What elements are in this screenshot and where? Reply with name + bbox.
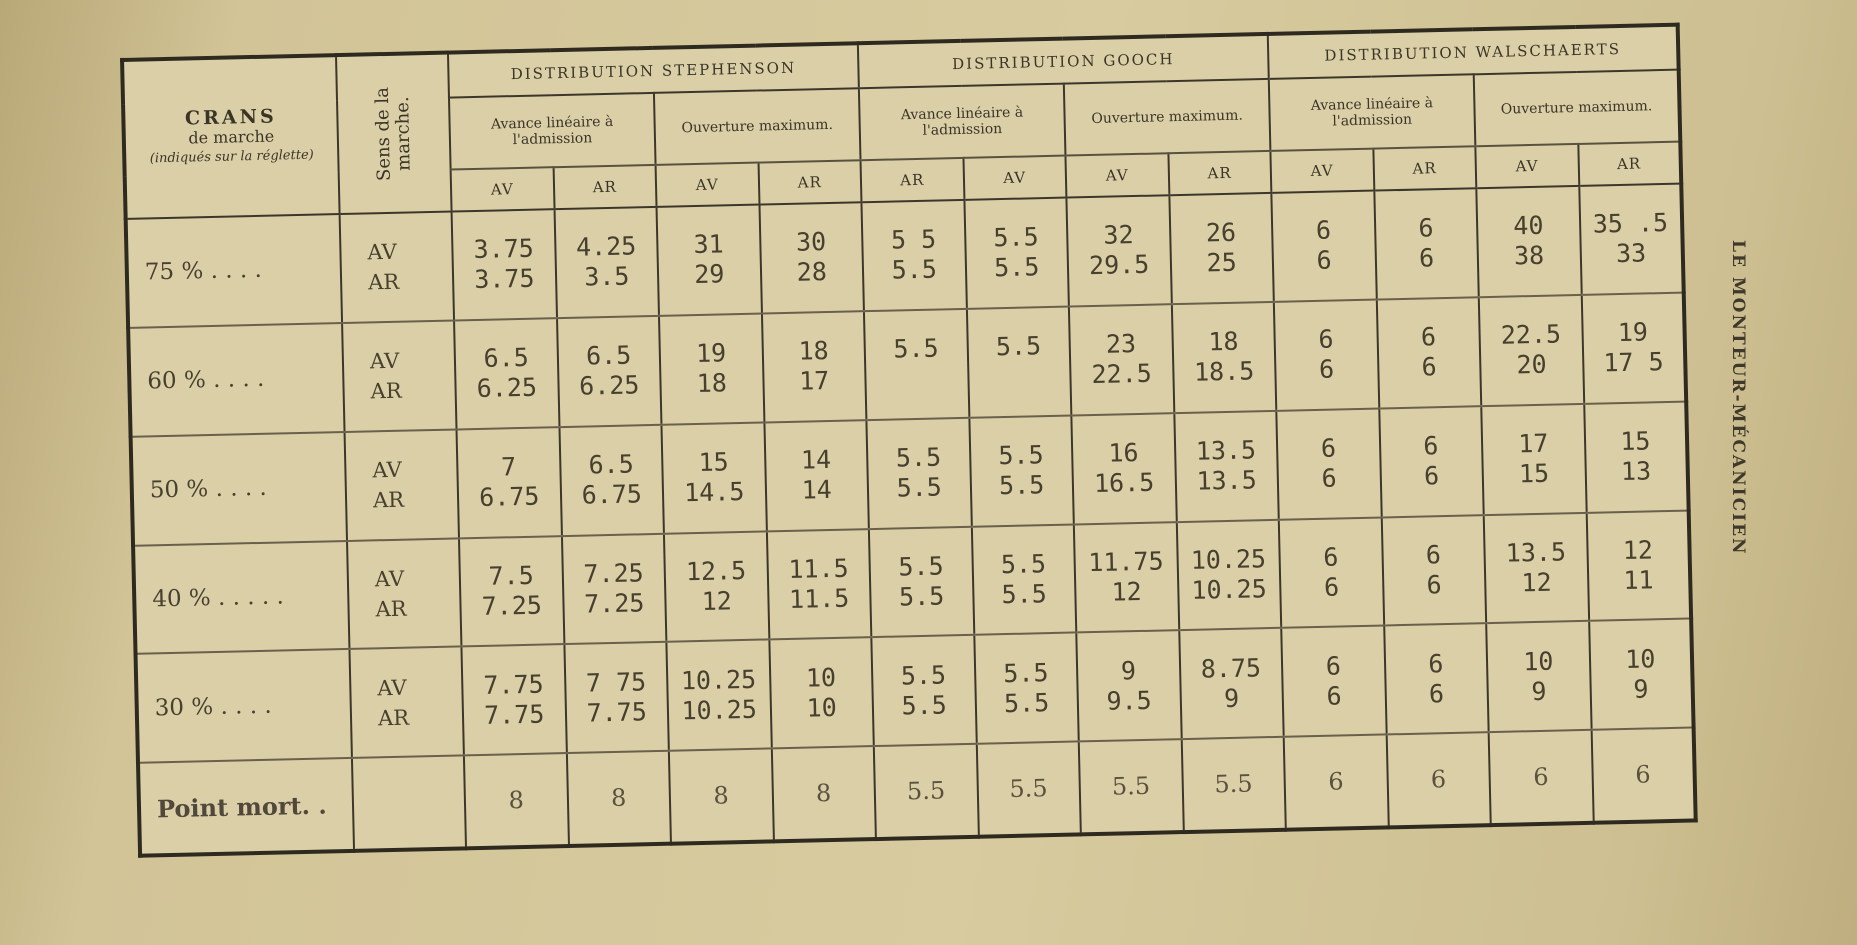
notch-cell: 30 % . . . . — [136, 649, 352, 763]
direction-label: AV — [372, 457, 402, 483]
value: 9 — [1633, 674, 1649, 704]
value: 5.5 — [898, 581, 945, 612]
value-cell — [964, 198, 1069, 309]
value-cell — [769, 637, 874, 748]
header-dir: AV — [451, 167, 554, 211]
value: 11.75 — [1087, 546, 1164, 578]
header-sub-lead: Avance linéaire à l'admission — [859, 84, 1066, 161]
value-cell — [1476, 186, 1581, 297]
value-cell — [559, 424, 664, 535]
value: 19 — [1617, 317, 1649, 348]
value: 22.5 — [1500, 319, 1562, 351]
value: 5.5 — [1000, 549, 1047, 580]
value: 14.5 — [683, 477, 745, 508]
value-cell — [1479, 295, 1584, 406]
header-dir: AV — [1270, 149, 1373, 193]
value: 17 — [798, 366, 830, 396]
value-cell — [1171, 302, 1276, 413]
value-cell — [557, 316, 662, 427]
header-sub-opening: Ouverture maximum. — [1064, 79, 1271, 156]
value: 5.5 — [998, 440, 1044, 471]
value-cell — [1179, 628, 1284, 739]
value: 40 — [1513, 211, 1544, 241]
value: 5 5 — [890, 224, 937, 255]
value-cell — [1276, 408, 1381, 519]
value: 3.75 — [473, 234, 535, 265]
value-cell — [452, 209, 557, 320]
value: 6.25 — [476, 372, 538, 404]
value-cell — [1584, 401, 1689, 512]
value-cell — [1169, 193, 1274, 304]
value: 5.5 — [1001, 579, 1048, 610]
value: 10 — [806, 692, 838, 723]
header-dir: AV — [1475, 144, 1578, 188]
value-cell — [1379, 406, 1484, 517]
value: 29.5 — [1088, 250, 1150, 281]
value-cell — [457, 427, 562, 538]
value-cell — [871, 635, 976, 746]
value-cell — [766, 529, 871, 640]
value-cell — [866, 418, 971, 529]
value: 6 — [1421, 352, 1437, 382]
value: 11.5 — [788, 553, 849, 584]
value: 6 — [1321, 463, 1337, 493]
value: 18 — [798, 336, 829, 366]
value: 7.25 — [481, 590, 543, 621]
direction-label: AR — [375, 596, 407, 622]
value-cell — [764, 420, 869, 531]
table-wrapper — [120, 23, 1698, 858]
header-group-gooch: DISTRIBUTION GOOCH — [858, 34, 1269, 88]
value-cell — [1071, 413, 1176, 524]
value-cell — [1384, 624, 1489, 735]
header-dir: AR — [1168, 151, 1271, 195]
header-dir: AV — [656, 163, 759, 207]
value-cell — [1579, 184, 1684, 295]
value: 5.5 — [1003, 657, 1049, 688]
dead-center-label: Point mort. . — [138, 758, 354, 856]
header-notch-note: (indiqués sur la réglette) — [149, 147, 314, 167]
header-sub-opening: Ouverture maximum. — [1474, 70, 1681, 147]
value: 7.25 — [583, 558, 645, 589]
value: 19 — [695, 338, 727, 369]
value-cell — [657, 205, 762, 316]
direction-label: AR — [372, 487, 405, 513]
header-sub-lead: Avance linéaire à l'admission — [449, 93, 656, 170]
value: 10.25 — [681, 694, 758, 726]
direction-cell — [347, 538, 461, 649]
value: 5.5 — [998, 470, 1045, 501]
value: 16 — [1108, 438, 1139, 468]
header-dir: AR — [861, 158, 964, 202]
value: 5.5 — [893, 333, 939, 364]
value-cell — [664, 531, 769, 642]
value-cell — [1066, 195, 1171, 306]
header-direction — [336, 53, 452, 215]
value-cell — [1484, 512, 1589, 623]
dead-center-value: 5.5 — [1181, 737, 1286, 832]
value-cell — [1374, 188, 1479, 299]
dead-center-value: 5.5 — [1079, 739, 1184, 834]
table-body — [126, 184, 1696, 856]
notch-cell: 40 % . . . . . — [133, 541, 349, 655]
value: 6 — [1426, 570, 1442, 600]
header-sub-opening: Ouverture maximum. — [654, 88, 861, 165]
direction-label: AR — [367, 270, 400, 295]
value: 26 — [1205, 218, 1237, 248]
direction-cell — [342, 320, 456, 431]
value: 13.5 — [1196, 465, 1258, 496]
valve-gear-table — [120, 23, 1698, 858]
value: 10 — [1624, 644, 1656, 674]
value: 13.5 — [1505, 537, 1567, 568]
value-cell — [659, 313, 764, 424]
value-cell — [1279, 517, 1384, 628]
value: 10 — [1522, 646, 1554, 677]
value: 10.25 — [1190, 544, 1267, 575]
value: 6 — [1423, 461, 1440, 491]
value-cell — [966, 306, 1071, 417]
value: 6 — [1315, 215, 1332, 246]
direction-cell — [345, 429, 459, 540]
value-cell — [869, 526, 974, 637]
value: 13.5 — [1195, 435, 1257, 466]
header-direction-label: Sens de la marche. — [371, 86, 415, 182]
value: 6 — [1425, 540, 1442, 570]
header-notch-line2: de marche — [188, 126, 275, 148]
value-cell — [1076, 631, 1181, 742]
header-group-stephenson: DISTRIBUTION STEPHENSON — [448, 43, 859, 97]
value-cell — [1274, 299, 1379, 410]
dead-center-value: 5.5 — [874, 744, 979, 839]
value: 38 — [1513, 241, 1545, 271]
value: 6 — [1325, 651, 1342, 681]
value: 6 — [1428, 678, 1445, 709]
dead-center-value: 8 — [566, 751, 671, 846]
value: 16.5 — [1093, 467, 1155, 499]
value: 30 — [795, 227, 827, 258]
value: 7.5 — [488, 560, 534, 591]
value: 9 — [1531, 676, 1547, 706]
dead-center-value: 8 — [464, 753, 569, 848]
value-cell — [1174, 411, 1279, 522]
value: 14 — [800, 445, 832, 475]
value: 12 — [1521, 567, 1552, 598]
value: 3.5 — [583, 261, 630, 292]
value: 25 — [1206, 248, 1238, 278]
value: 6 — [1318, 354, 1335, 385]
value: 6 — [1427, 648, 1444, 679]
value: 13 — [1620, 456, 1652, 487]
value: 7.75 — [483, 699, 545, 730]
direction-label: AV — [377, 675, 407, 701]
direction-label: AV — [367, 240, 398, 265]
value: 15 — [1518, 458, 1550, 489]
direction-cell — [349, 647, 463, 758]
value-cell — [1589, 619, 1694, 730]
value: 12 — [1111, 576, 1142, 607]
value-cell — [1486, 621, 1591, 732]
value: 6 — [1323, 572, 1340, 602]
value: 20 — [1516, 349, 1547, 380]
value: 7 — [500, 452, 517, 482]
value: 6 — [1423, 431, 1439, 461]
header-group-walschaerts: DISTRIBUTION WALSCHAERTS — [1268, 25, 1679, 79]
value: 6 — [1420, 322, 1437, 352]
value: 6.75 — [581, 479, 643, 510]
value: 11.5 — [788, 583, 850, 614]
value: 7 75 — [585, 667, 647, 698]
header-dir: AV — [963, 156, 1066, 200]
value: 7.75 — [586, 697, 648, 728]
dead-center-value: 6 — [1591, 728, 1696, 823]
value: 6.25 — [578, 370, 640, 401]
value: 35 .5 — [1592, 208, 1669, 240]
value: 8.75 — [1200, 653, 1262, 684]
value: 18 — [696, 368, 728, 399]
direction-label: AV — [369, 349, 400, 374]
value: 18.5 — [1193, 356, 1255, 387]
value-cell — [861, 200, 966, 311]
value: 14 — [801, 475, 833, 505]
value-cell — [969, 415, 1074, 526]
notch-cell: 75 % . . . . — [126, 214, 342, 328]
direction-label: AV — [374, 566, 405, 592]
value: 6 — [1316, 245, 1333, 276]
value: 32 — [1103, 220, 1134, 251]
value: 5.5 — [900, 660, 947, 691]
value: 6.5 — [588, 449, 635, 480]
value-cell — [1074, 522, 1179, 633]
value: 5.5 — [993, 252, 1040, 283]
value: 5.5 — [993, 222, 1039, 253]
value: 9.5 — [1106, 685, 1152, 716]
value: 29 — [693, 259, 725, 290]
value-cell — [864, 309, 969, 420]
value-cell — [454, 318, 559, 429]
dead-center-value: 6 — [1386, 732, 1491, 827]
value: 6 — [1320, 433, 1337, 463]
value-cell — [974, 633, 1079, 744]
header-notch — [122, 55, 340, 219]
header-notch-title: CRANS — [184, 105, 277, 130]
header-dir: AR — [758, 160, 861, 204]
value: 5.5 — [891, 254, 938, 285]
value: 12 — [1622, 535, 1654, 565]
value: 5.5 — [1003, 687, 1050, 718]
value-cell — [761, 311, 866, 422]
value-cell — [564, 642, 669, 753]
value-cell — [1581, 292, 1686, 403]
value-cell — [661, 422, 766, 533]
value: 6 — [1318, 324, 1334, 355]
value-cell — [459, 536, 564, 647]
value-cell — [1381, 515, 1486, 626]
header-dir: AR — [1373, 146, 1476, 190]
value: 5.5 — [895, 442, 942, 473]
direction-label: AR — [370, 378, 402, 404]
value: 6.5 — [483, 343, 530, 374]
value: 11 — [1623, 565, 1654, 595]
dead-center-value: 8 — [771, 746, 876, 841]
notch-cell: 60 % . . . . — [128, 323, 344, 437]
value: 6 — [1323, 542, 1339, 572]
value: 10.25 — [1191, 574, 1268, 605]
header-dir: AR — [1578, 142, 1681, 186]
value: 9 — [1223, 683, 1240, 713]
value: 6.75 — [478, 481, 540, 513]
dead-center-value: 5.5 — [976, 742, 1081, 837]
value: 5.5 — [995, 331, 1042, 362]
value: 31 — [693, 229, 725, 260]
value: 5.5 — [898, 551, 944, 582]
value: 10 — [805, 662, 837, 693]
value: 15 — [698, 447, 729, 478]
value: 6 — [1418, 243, 1435, 273]
empty-direction-cell — [352, 756, 466, 851]
value: 5.5 — [901, 690, 948, 721]
value-cell — [561, 533, 666, 644]
value: 6 — [1418, 213, 1434, 244]
running-title: LE MONTEUR-MÉCANICIEN — [1728, 240, 1748, 556]
value: 22.5 — [1091, 358, 1153, 390]
header-sub-lead: Avance linéaire à l'admission — [1269, 74, 1476, 151]
value — [866, 363, 967, 395]
value: 5.5 — [896, 472, 943, 503]
value-cell — [1281, 626, 1386, 737]
value: 7.75 — [483, 669, 544, 700]
value-cell — [759, 202, 864, 313]
value-cell — [554, 207, 659, 318]
dead-center-value: 6 — [1489, 730, 1594, 825]
value: 18 — [1208, 326, 1239, 357]
value: 7.25 — [583, 588, 645, 619]
header-dir: AR — [553, 165, 656, 209]
value: 4.25 — [575, 231, 637, 263]
value: 17 — [1517, 428, 1549, 459]
value: 6 — [1326, 681, 1342, 711]
dead-center-value: 6 — [1284, 735, 1389, 830]
value-cell — [971, 524, 1076, 635]
value: 23 — [1105, 329, 1137, 359]
value: 15 — [1619, 426, 1651, 457]
value: 6.5 — [585, 340, 632, 371]
value — [969, 361, 1070, 393]
value: 12 — [701, 586, 733, 616]
header-dir: AV — [1065, 153, 1168, 197]
value: 28 — [796, 257, 828, 288]
direction-cell — [340, 212, 454, 323]
value-cell — [1376, 297, 1481, 408]
value: 33 — [1615, 238, 1647, 269]
value: 12.5 — [685, 555, 747, 587]
value: 3.75 — [473, 264, 535, 295]
direction-label: AR — [377, 705, 410, 731]
notch-cell: 50 % . . . . — [131, 432, 347, 546]
value-cell — [461, 644, 566, 755]
value-cell — [666, 640, 771, 751]
value-cell — [1481, 404, 1586, 515]
value-cell — [1586, 510, 1691, 621]
value: 9 — [1120, 655, 1137, 686]
value-cell — [1271, 191, 1376, 302]
value: 10.25 — [680, 664, 757, 696]
value: 17 5 — [1603, 347, 1664, 378]
value-cell — [1069, 304, 1174, 415]
dead-center-value: 8 — [669, 749, 774, 844]
value-cell — [1176, 519, 1281, 630]
